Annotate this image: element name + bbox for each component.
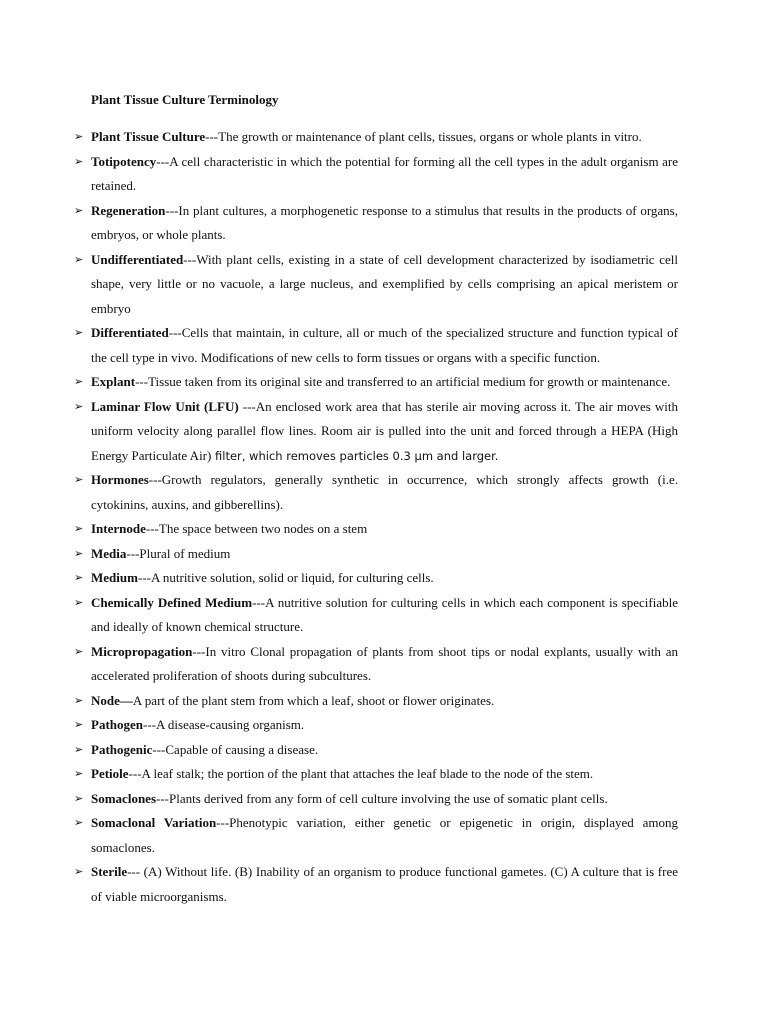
term-label: Internode [91, 521, 146, 536]
term-label: Laminar Flow Unit (LFU) [91, 398, 239, 414]
term-separator: --- [145, 521, 159, 536]
term-label: Somaclonal Variation [91, 815, 217, 830]
term-label: Somaclones [91, 790, 156, 806]
term-list [74, 125, 678, 909]
term-separator: --- [148, 472, 162, 487]
term-item-somaclones [74, 787, 678, 812]
term-definition: An enclosed work area that has sterile air moving across it. The air moves with uniform velocity along parallel flow lines. Room air is pulled into the unit and forced through a HEPA (High Energy Particulate Air) [91, 398, 678, 463]
term-label: Differentiated [91, 325, 169, 340]
arrowhead-bullet-icon: ➢ [74, 816, 84, 829]
term-definition: A nutritive solution, solid or liquid, for culturing cells. [150, 570, 434, 585]
term-separator: --- [216, 815, 230, 830]
arrowhead-bullet-icon: ➢ [74, 522, 84, 535]
term-separator: --- [252, 594, 266, 610]
term-item-chemically-defined-medium [74, 591, 678, 640]
term-definition: A cell characteristic in which the potential for forming all the cell types in the adult organism are retained. [91, 153, 678, 193]
arrowhead-bullet-icon: ➢ [74, 767, 84, 780]
arrowhead-bullet-icon: ➢ [74, 252, 84, 266]
term-separator: --- [128, 766, 142, 781]
term-item-regeneration [74, 199, 678, 248]
term-item-node [74, 689, 678, 714]
term-label: Medium [91, 570, 138, 585]
page-title: Plant Tissue Culture Terminology [91, 92, 279, 107]
arrowhead-bullet-icon: ➢ [74, 644, 84, 658]
term-label: Hormones [91, 472, 149, 487]
arrowhead-bullet-icon: ➢ [74, 154, 84, 168]
term-definition: In plant cultures, a morphogenetic response to a stimulus that results in the products of organs, embryos, or whole plants. [91, 202, 678, 242]
term-definition: With plant cells, existing in a state of cell development characterized by isodiametric cell shape, very little or no vacuole, a large nucleus, and exemplified by cells comprising an apical meristem or embryo [91, 251, 678, 316]
term-label: Media [91, 545, 127, 561]
term-separator: --- [205, 129, 219, 144]
term-item-pathogen [74, 713, 678, 738]
arrowhead-bullet-icon: ➢ [74, 203, 84, 217]
term-label: Plant Tissue Culture [91, 129, 206, 144]
term-definition: A disease-causing organism. [156, 717, 305, 732]
term-separator: --- [156, 790, 169, 806]
term-item-medium [74, 566, 678, 591]
term-separator: --- [135, 374, 149, 389]
term-definition: The space between two nodes on a stem [158, 521, 368, 536]
term-separator: --- [126, 545, 140, 561]
term-separator: --- [137, 570, 151, 585]
term-definition-tail: filter, which removes particles 0.3 µm and larger. [211, 448, 499, 463]
term-definition: Plants derived from any form of cell culture involving the use of somatic plant cells. [169, 790, 608, 806]
term-definition: Capable of causing a disease. [165, 741, 319, 757]
term-definition: A nutritive solution for culturing cells in which each component is specifiable and ideally of known chemical structure. [91, 594, 678, 634]
term-separator: --- [143, 717, 156, 732]
arrowhead-bullet-icon: ➢ [74, 130, 84, 143]
term-label: Node— [91, 692, 133, 708]
term-label: Micropropagation [91, 643, 193, 659]
term-item-sterile [74, 860, 678, 909]
term-item-explant [74, 370, 678, 395]
arrowhead-bullet-icon: ➢ [74, 718, 84, 731]
term-separator: --- [156, 153, 170, 169]
arrowhead-bullet-icon: ➢ [74, 571, 84, 584]
term-item-pathogenic [74, 738, 678, 763]
arrowhead-bullet-icon: ➢ [74, 791, 84, 805]
term-definition: In vitro Clonal propagation of plants from shoot tips or nodal explants, usually with an accelerated proliferation of shoots during subcultures. [91, 643, 678, 683]
arrowhead-bullet-icon: ➢ [74, 399, 84, 413]
arrowhead-bullet-icon: ➢ [74, 546, 84, 560]
term-item-micropropagation [74, 640, 678, 689]
term-item-differentiated [74, 321, 678, 370]
term-item-undifferentiated [74, 248, 678, 322]
term-separator: --- [168, 325, 182, 340]
arrowhead-bullet-icon: ➢ [74, 473, 84, 486]
term-separator: --- [165, 202, 179, 218]
term-separator: --- [183, 251, 197, 267]
term-label: Chemically Defined Medium [91, 594, 253, 610]
term-definition: The growth or maintenance of plant cells, tissues, organs or whole plants in vitro. [218, 129, 642, 144]
term-separator: --- [238, 398, 256, 414]
arrowhead-bullet-icon: ➢ [74, 693, 84, 707]
term-label: Petiole [91, 766, 129, 781]
term-item-plant-tissue-culture [74, 125, 678, 150]
term-label: Totipotency [91, 153, 157, 169]
arrowhead-bullet-icon: ➢ [74, 375, 84, 388]
term-definition: Cells that maintain, in culture, all or much of the specialized structure and function typical of the cell type in vivo. Modifications of new cells to form tissues or organs with a specific function. [91, 325, 678, 365]
term-item-petiole [74, 762, 678, 787]
term-item-internode [74, 517, 678, 542]
term-item-somaclonal-variation [74, 811, 678, 860]
term-item-laminar-flow-unit [74, 395, 678, 469]
arrowhead-bullet-icon: ➢ [74, 595, 84, 609]
term-separator: --- [127, 864, 144, 879]
term-item-hormones [74, 468, 678, 517]
term-definition: (A) Without life. (B) Inability of an organism to produce functional gametes. (C) A culture that is free of viable microorganisms. [91, 864, 678, 904]
arrowhead-bullet-icon: ➢ [74, 326, 84, 339]
term-label: Sterile [91, 864, 128, 879]
term-definition: A part of the plant stem from which a leaf, shoot or flower originates. [132, 692, 495, 708]
term-definition: A leaf stalk; the portion of the plant that attaches the leaf blade to the node of the stem. [141, 766, 594, 781]
arrowhead-bullet-icon: ➢ [74, 742, 84, 756]
term-label: Regeneration [91, 202, 166, 218]
term-label: Pathogen [91, 717, 143, 732]
term-definition: Phenotypic variation, either genetic or epigenetic in origin, displayed among somaclones. [91, 815, 678, 855]
term-label: Pathogenic [91, 741, 153, 757]
term-label: Explant [91, 374, 136, 389]
term-separator: --- [192, 643, 206, 659]
term-item-totipotency [74, 150, 678, 199]
term-definition: Plural of medium [139, 545, 231, 561]
term-definition: Growth regulators, generally synthetic in occurrence, which strongly affects growth (i.e. cytokinins, auxins, and gibberellins). [91, 472, 678, 512]
term-label: Undifferentiated [91, 251, 184, 267]
term-item-media [74, 542, 678, 567]
arrowhead-bullet-icon: ➢ [74, 865, 84, 878]
term-separator: --- [152, 741, 166, 757]
term-definition: Tissue taken from its original site and transferred to an artificial medium for growth or maintenance. [148, 374, 671, 389]
